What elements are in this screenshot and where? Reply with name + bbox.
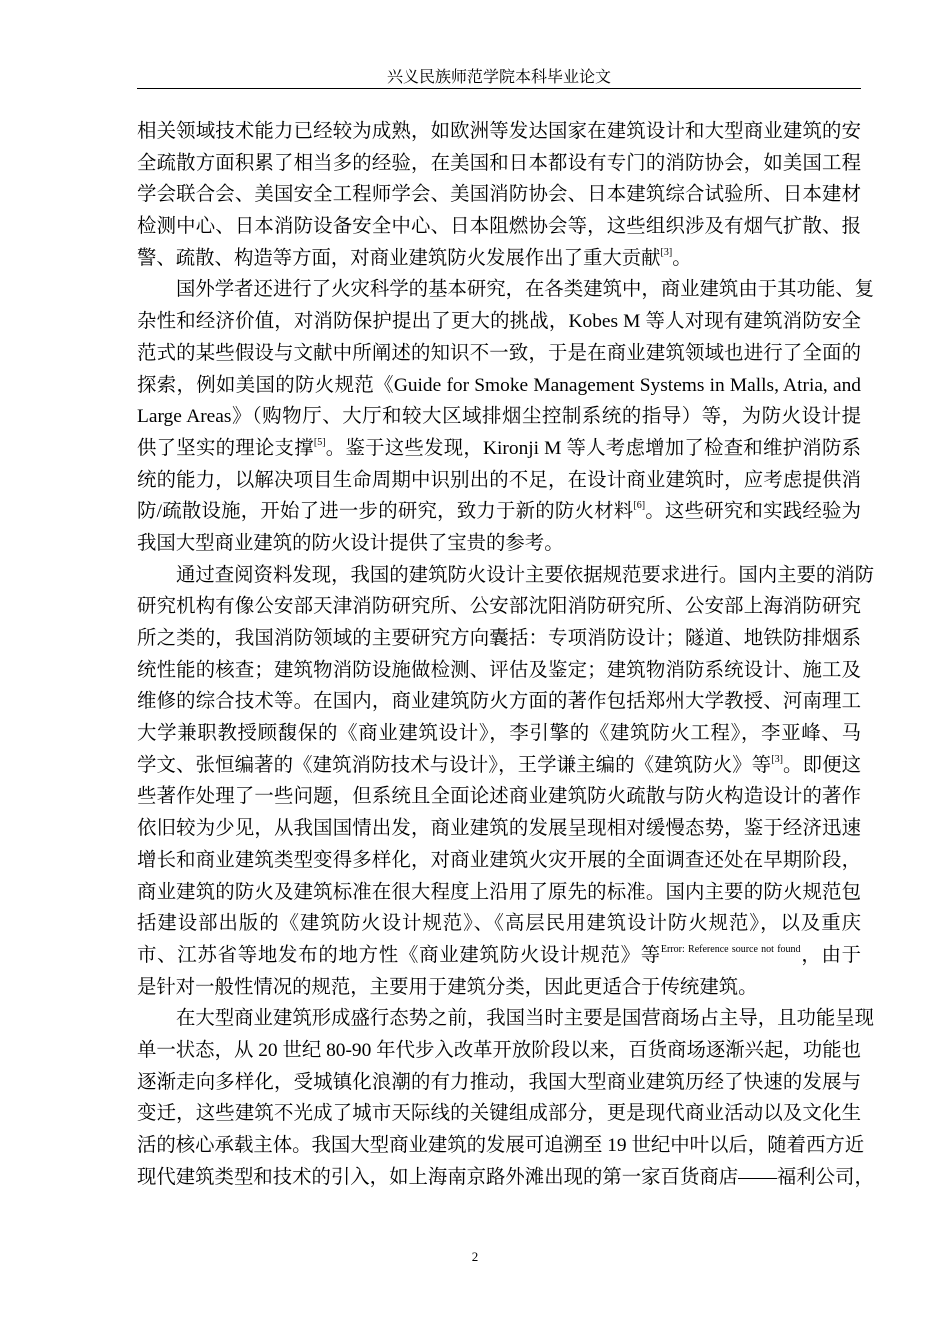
text-line [137, 813, 861, 845]
text-run: 所之类的，我国消防领域的主要研究方向囊括：专项消防设计；隧道、地铁防排烟系 [137, 628, 861, 649]
text-line [137, 401, 861, 433]
paragraph [137, 116, 861, 274]
text-run: 现代建筑类型和技术的引入，如上海南京路外滩出现的第一家百货商店——福利公司， [137, 1166, 874, 1188]
text-line [137, 1035, 861, 1067]
text-run: 变迁，这些建筑不光成了城市天际线的关键组成部分，更是现代商业活动以及文化生 [137, 1103, 861, 1125]
text-line [137, 591, 861, 623]
text-run: 大学兼职教授顾馥保的《商业建筑设计》，李引擎的《建筑防火工程》，李亚峰、马 [137, 723, 861, 745]
text-line [137, 243, 861, 275]
text-run: 探索，例如美国的防火规范《Guide for Smoke Management Systems in Malls, Atria, and [137, 374, 861, 396]
text-run: 。这些研究和实践经验为 [645, 501, 861, 523]
text-line [137, 211, 861, 243]
text-line [137, 877, 861, 909]
text-line [137, 623, 861, 655]
text-run: 单一状态，从 20 世纪 80-90 年代步入改革开放阶段以来，百货商场逐渐兴起，功能也 [137, 1039, 861, 1061]
citation-superscript: Error: Reference source not found [660, 943, 801, 955]
text-line [137, 560, 875, 592]
text-line [137, 1098, 861, 1130]
text-line [137, 1130, 865, 1162]
text-run: 防/疏散设施，开始了进一步的研究，致力于新的防火材料 [137, 501, 634, 523]
text-run: 警、疏散、构造等方面，对商业建筑防火发展作出了重大贡献 [137, 247, 661, 269]
text-run: 些著作处理了一些问题，但系统且全面论述商业建筑防火疏散与防火构造设计的著作 [137, 786, 861, 808]
text-run: 市、江苏省等地发布的地方性《商业建筑防火设计规范》等 [137, 944, 661, 966]
text-run: 通过查阅资料发现，我国的建筑防火设计主要依据规范要求进行。国内主要的消防 [176, 564, 875, 586]
text-line [137, 179, 861, 211]
text-run: 活的核心承载主体。我国大型商业建筑的发展可追溯至 19 世纪中叶以后，随着西方近 [137, 1135, 865, 1156]
text-run: 学会联合会、美国安全工程师学会、美国消防协会、日本建筑综合试验所、日本建材 [137, 184, 861, 206]
document-body [137, 116, 875, 1193]
text-run: 是针对一般性情况的规范，主要用于建筑分类，因此更适合于传统建筑。 [137, 976, 758, 998]
text-run: 在大型商业建筑形成盛行态势之前，我国当时主要是国营商场占主导，且功能呈现 [176, 1008, 875, 1030]
text-line [137, 1067, 861, 1099]
text-line [137, 496, 861, 528]
text-run: 国外学者还进行了火灾科学的基本研究，在各类建筑中，商业建筑由于其功能、复 [176, 279, 875, 301]
text-line [137, 1003, 875, 1035]
text-line [137, 148, 861, 180]
text-line [137, 750, 861, 782]
text-run: 逐渐走向多样化，受城镇化浪潮的有力推动，我国大型商业建筑历经了快速的发展与 [137, 1071, 861, 1093]
text-run: 学文、张恒编著的《建筑消防技术与设计》，王学谦主编的《建筑防火》等 [137, 754, 772, 776]
text-run: 全疏散方面积累了相当多的经验，在美国和日本都设有专门的消防协会，如美国工程 [137, 152, 861, 174]
text-line [137, 972, 861, 1004]
text-line [137, 338, 861, 370]
text-line [137, 908, 861, 940]
text-run: 检测中心、日本消防设备安全中心、日本阻燃协会等，这些组织涉及有烟气扩散、报 [137, 216, 861, 238]
text-line [137, 465, 861, 497]
running-header: 兴义民族师范学院本科毕业论文 [386, 69, 611, 86]
text-line [137, 686, 861, 718]
text-line [137, 655, 861, 687]
text-line [137, 1162, 874, 1194]
text-run: 。 [672, 247, 692, 269]
text-run: 。鉴于这些发现，Kironji M 等人考虑增加了检查和维护消防系 [325, 437, 862, 459]
header-rule [137, 88, 861, 89]
text-run: 商业建筑的防火及建筑标准在很大程度上沿用了原先的标准。国内主要的防火规范包 [137, 881, 861, 903]
citation-superscript: [3] [660, 246, 673, 258]
text-line [137, 528, 861, 560]
text-run: 杂性和经济价值，对消防保护提出了更大的挑战，Kobes M 等人对现有建筑消防安全 [137, 311, 861, 333]
paragraph [137, 560, 875, 1004]
text-run: 研究机构有像公安部天津消防研究所、公安部沈阳消防研究所、公安部上海消防研究 [137, 596, 861, 618]
citation-superscript: [5] [313, 436, 326, 448]
text-run: 括建设部出版的《建筑防火设计规范》、《高层民用建筑设计防火规范》，以及重庆 [137, 913, 861, 935]
text-line [137, 116, 861, 148]
text-run: 。即便这 [782, 754, 861, 776]
text-line [137, 370, 861, 402]
text-run: Large Areas》（购物厅、大厅和较大区域排烟尘控制系统的指导）等，为防火设计提 [137, 406, 861, 428]
text-line [137, 940, 861, 972]
citation-superscript: [6] [633, 500, 646, 512]
text-run: ，由于 [800, 944, 862, 966]
text-line [137, 433, 861, 465]
text-run: 统的能力，以解决项目生命周期中识别出的不足，在设计商业建筑时，应考虑提供消 [137, 469, 861, 491]
text-run: 范式的某些假设与文献中所阐述的知识不一致，于是在商业建筑领域也进行了全面的 [137, 342, 861, 364]
text-line [137, 845, 861, 877]
text-line [137, 306, 861, 338]
text-line [137, 718, 861, 750]
text-run: 相关领域技术能力已经较为成熟，如欧洲等发达国家在建筑设计和大型商业建筑的安 [137, 121, 861, 142]
citation-superscript: [3] [771, 753, 783, 765]
text-line [137, 274, 875, 306]
text-run: 我国大型商业建筑的防火设计提供了宝贵的参考。 [137, 532, 564, 554]
page-number: 2 [471, 1249, 479, 1264]
text-line [137, 781, 861, 813]
paragraph [137, 274, 875, 559]
text-run: 统性能的核查；建筑物消防设施做检测、评估及鉴定；建筑物消防系统设计、施工及 [137, 659, 861, 681]
text-run: 依旧较为少见，从我国国情出发，商业建筑的发展呈现相对缓慢态势，鉴于经济迅速 [137, 818, 861, 840]
text-run: 增长和商业建筑类型变得多样化，对商业建筑火灾开展的全面调查还处在早期阶段， [137, 849, 861, 871]
paragraph [137, 1003, 875, 1193]
text-run: 维修的综合技术等。在国内，商业建筑防火方面的著作包括郑州大学教授、河南理工 [137, 691, 861, 713]
text-run: 供了坚实的理论支撑 [137, 437, 314, 459]
